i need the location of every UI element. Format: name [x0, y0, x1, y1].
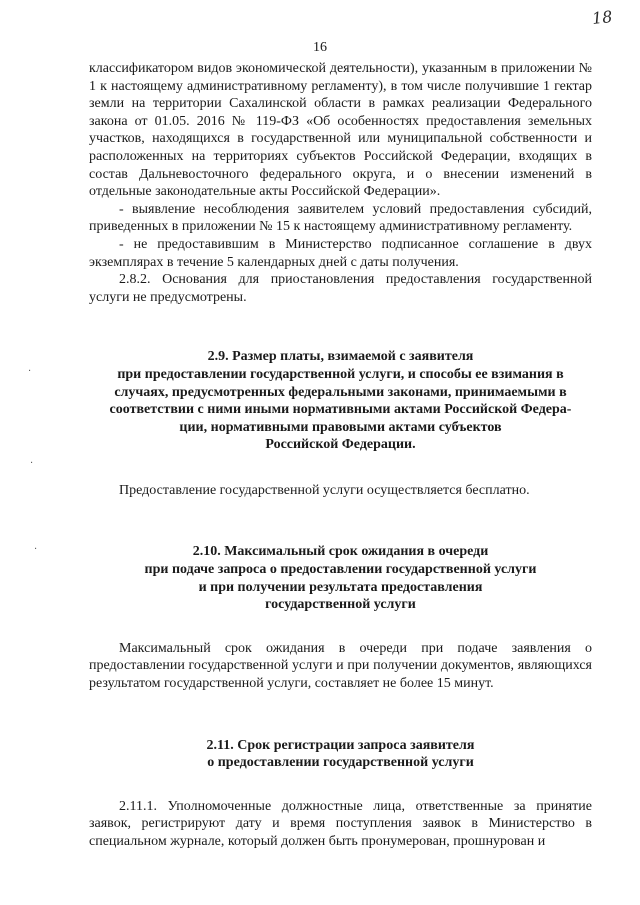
handwritten-page-number: 18 — [590, 6, 613, 29]
scan-speck: · — [28, 366, 32, 377]
section-heading-2-11: 2.11. Срок регистрации запроса заявителя о предоставлении государственной услуги — [206, 737, 475, 771]
section-text-2-10: Максимальный срок ожидания в очереди при подаче заявления о предоставлении государственной услуги и при получении документов, являющихся результатом государственной услуги, составляет не более 15 минут. — [89, 640, 592, 692]
section-heading-2-10: 2.10. Максимальный срок ожидания в очереди при подаче запроса о предоставлении государственной услуги и при получении результата предоставления государственной услуги — [144, 544, 537, 613]
scan-speck: · — [30, 458, 34, 469]
paragraph: классификатором видов экономической деятельности), указанным в приложении № 1 к настоящему административному регламенту), в том числе получившие 1 гектар земли на территории Сахалинской области в рамках реализации Федерального закона от 01.05. 2016 № 119-ФЗ «Об особенностях предоставления земельных участков, находящихся в государственной или муниципальной собственности и расположенных на территориях субъектов Российской Федерации, входящих в состав Дальневосточного федерального округа, и о внесении изменений в отдельные законодательные акты Российской Федерации». — [89, 61, 592, 200]
scan-speck: · — [34, 544, 38, 555]
section-text-2-11: 2.11.1. Уполномоченные должностные лица, ответственные за принятие заявок, регистрируют дату и время поступления заявок в Министерство в специальном журнале, который должен быть пронумерован, прошнурован и — [89, 798, 592, 849]
section-text-2-9: Предоставление государственной услуги осуществляется бесплатно. — [119, 482, 530, 498]
page-number: 16 — [313, 40, 327, 55]
paragraph: 2.8.2. Основания для приостановления предоставления государственной услуги не предусмотрены. — [89, 272, 592, 305]
paragraph: - выявление несоблюдения заявителем условий предоставления субсидий, приведенных в приложении № 15 к настоящему административному регламенту. — [89, 201, 592, 235]
section-heading-2-9: 2.9. Размер платы, взимаемой с заявителя при предоставлении государственной услуги, и способы ее взимания в случаях, предусмотренных федеральными законами, принимаемыми в соответствии с ними иными нормативными актами Российской Федера- ции, нормативными правовыми актами субъектов Российской Федерации. — [109, 349, 572, 453]
document-body — [89, 60, 592, 851]
paragraph: - не предоставившим в Министерство подписанное соглашение в двух экземплярах в течение 5 календарных дней с даты получения. — [89, 236, 592, 270]
